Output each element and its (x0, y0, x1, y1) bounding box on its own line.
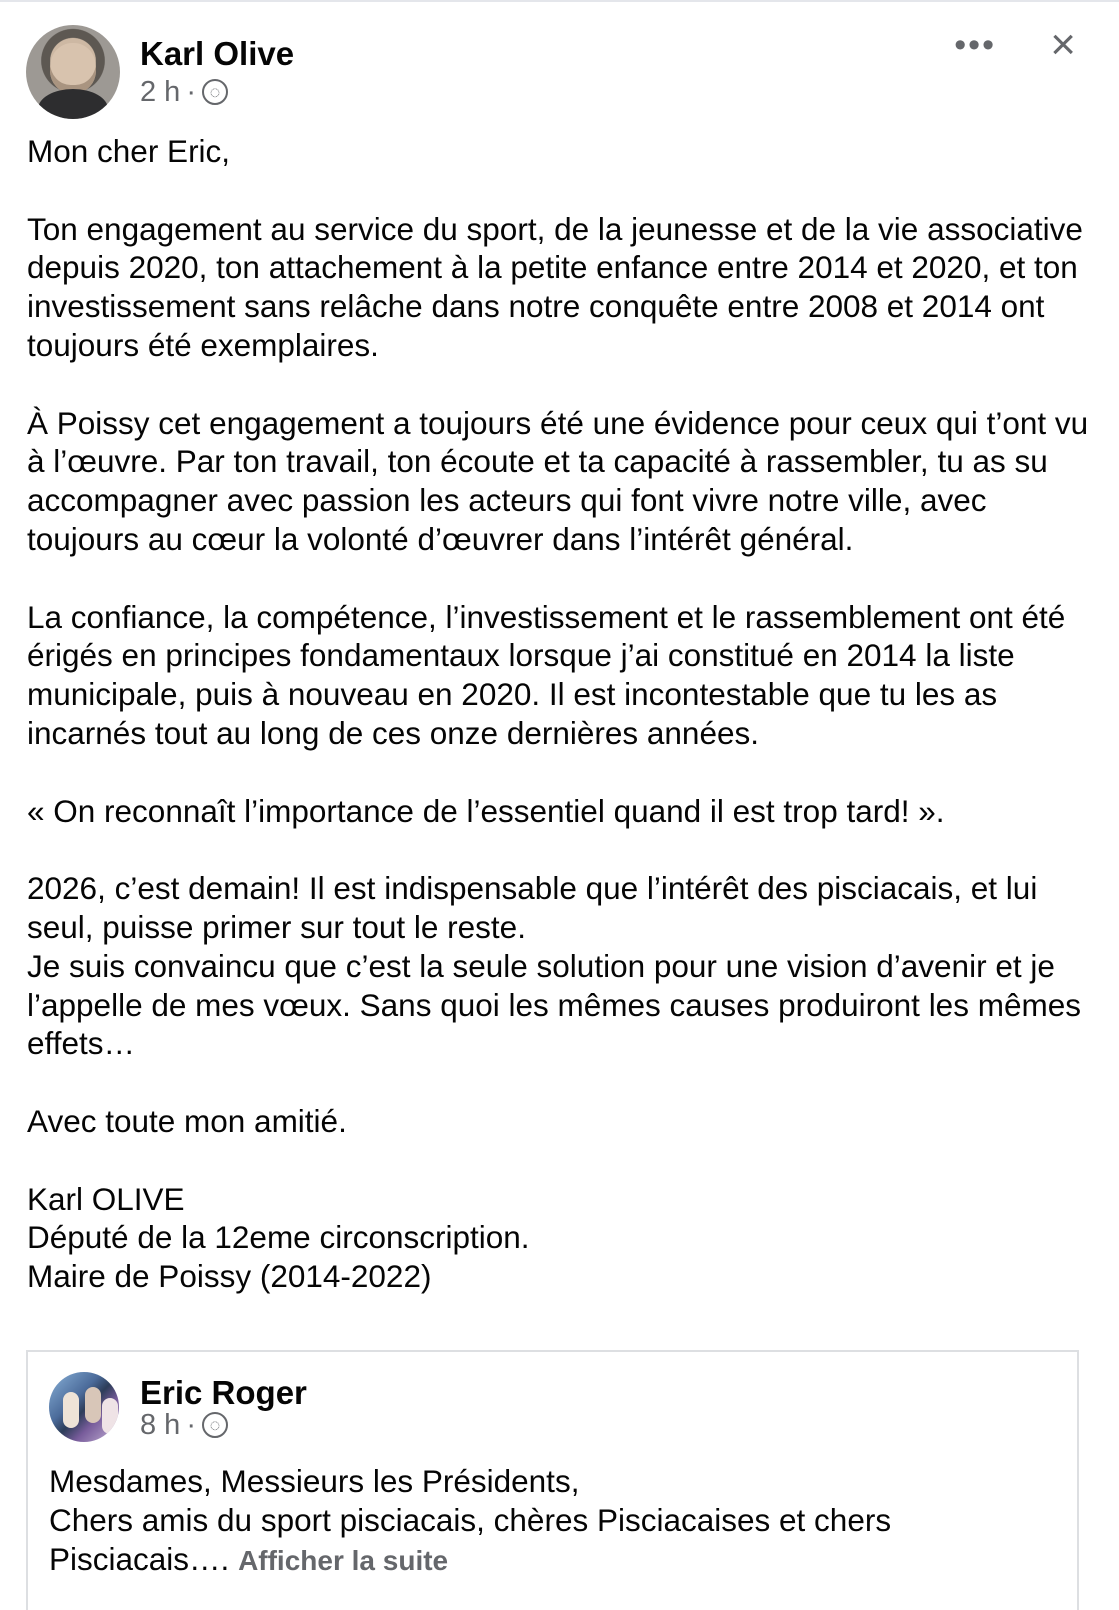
globe-icon[interactable]: ◌ (202, 1412, 228, 1438)
shared-post-body: Mesdames, Messieurs les Présidents, Chers amis du sport pisciacais, chères Pisciacaises et chers Pisciacais…. (49, 1463, 892, 1577)
shared-post-card[interactable] (26, 1350, 1079, 1610)
shared-meta-separator: · (186, 1409, 196, 1441)
shared-author-avatar[interactable] (49, 1372, 119, 1442)
close-icon[interactable]: × (1050, 20, 1076, 69)
author-avatar[interactable] (26, 25, 120, 119)
meta-separator: · (186, 76, 196, 108)
more-options-icon[interactable]: ••• (954, 26, 996, 64)
see-more-link[interactable]: Afficher la suite (238, 1544, 449, 1576)
shared-post-text (49, 1462, 1059, 1580)
author-name[interactable]: Karl Olive (140, 35, 295, 72)
shared-post-meta (140, 1408, 228, 1442)
post-time[interactable]: 2 h (140, 76, 181, 108)
post-header (26, 20, 1096, 120)
top-divider (0, 0, 1119, 2)
shared-post-time[interactable]: 8 h (140, 1409, 181, 1441)
post-text: Mon cher Eric, Ton engagement au service du sport, de la jeunesse et de la vie associative depuis 2020, ton attachement à la petite enfance entre 2014 et 2020, et ton investissement sans relâche dans notre conquête entre 2008 et 2014 ont toujours été exemplaires. À Poissy cet engagement a toujours été une évidence pour ceux qui t’ont vu à l’œuvre. Par ton travail, ton écoute et ta capacité à rassembler, tu as su accompagner avec passion les acteurs qui font vivre notre ville, avec toujours au cœur la volonté d’œuvrer dans l’intérêt général. La confiance, la compétence, l’investissement et le rassemblement ont été érigés en principes fondamentaux lorsque j’ai constitué en 2014 la liste municipale, puis à nouveau en 2020. Il est incontestable que tu les as incarnés tout au long de ces onze dernières années. « On reconnaît l’importance de l’essentiel quand il est trop tard! ». 2026, c’est demain! Il est indispensable que l’intérêt des pisciacais, et lui seul, puisse primer sur tout le reste. Je suis convaincu que c’est la seule solution pour une vision d’avenir et je l’appelle de mes vœux. Sans quoi les mêmes causes produiront les mêmes effets… Avec toute mon amitié. Karl OLIVE Député de la 12eme circonscription. Maire de Poissy (2014-2022) (27, 133, 1089, 1295)
post-meta (140, 75, 228, 109)
globe-icon[interactable]: ◌ (202, 79, 228, 105)
shared-author-name[interactable]: Eric Roger (140, 1374, 307, 1411)
